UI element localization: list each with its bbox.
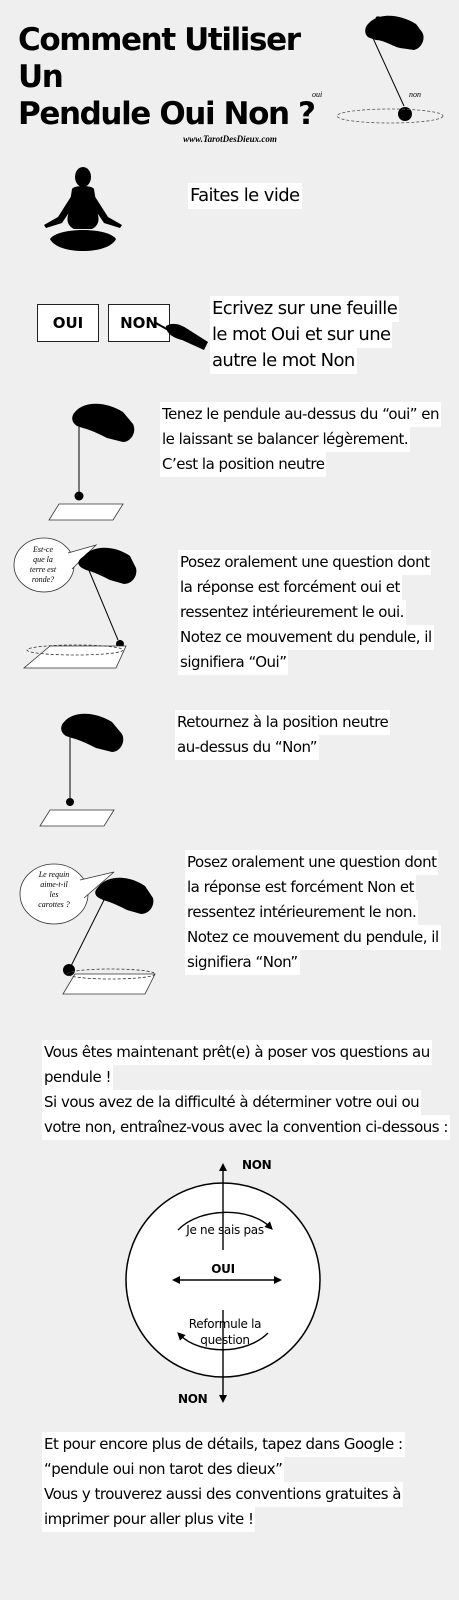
- writing-hand-icon: [152, 314, 212, 354]
- convention-top-label: NON: [242, 1158, 272, 1172]
- text-line: signifiera “Oui”: [178, 650, 288, 675]
- hand-icon: [72, 404, 134, 442]
- pendulum-label-oui: oui: [312, 90, 323, 99]
- card-oui: OUI: [37, 304, 99, 342]
- card-non: NON: [108, 304, 170, 342]
- text-line: pendule !: [42, 1065, 113, 1090]
- text-line: signifiera “Non”: [185, 950, 300, 975]
- site-url: www.TarotDesDieux.com: [183, 134, 277, 144]
- text-line: Si vous avez de la difficulté à déterminer votre oui ou: [42, 1090, 421, 1115]
- ready-text: [42, 1040, 450, 1140]
- text-line: “pendule oui non tarot des dieux”: [42, 1457, 284, 1482]
- title-line-2: Pendule Oui Non ?: [18, 96, 315, 132]
- text-line: la réponse est forcément oui et: [178, 575, 402, 600]
- convention-diagram: [120, 1155, 320, 1415]
- hand-icon: [78, 548, 136, 584]
- pendulum-label-non: non: [409, 90, 421, 99]
- text-line: au-dessus du “Non”: [175, 735, 319, 760]
- text-line: Notez ce mouvement du pendule, il: [178, 625, 434, 650]
- step-5-text: [175, 710, 390, 760]
- convention-rephrase-label: Reformule la question: [188, 1317, 262, 1347]
- text-line: ressentez intérieurement le non.: [185, 900, 418, 925]
- text-line: Vous êtes maintenant prêt(e) à poser vos questions au: [42, 1040, 432, 1065]
- step-2-text: [210, 296, 399, 374]
- text-line: C’est la position neutre: [160, 452, 326, 477]
- step-1-text: [188, 183, 302, 209]
- pendulum-oui-illustration: [20, 540, 145, 675]
- text-line: ressentez intérieurement le oui.: [178, 600, 406, 625]
- convention-center-label: OUI: [205, 1262, 241, 1276]
- page-title: [18, 22, 318, 133]
- text-line: Faites le vide: [188, 183, 302, 209]
- bubble-oui-question: Est-ce que la terre est ronde?: [29, 545, 57, 584]
- title-line-1: Comment Utiliser Un: [18, 22, 300, 95]
- step-4-text: [178, 550, 434, 675]
- text-line: Et pour encore plus de détails, tapez dans Google :: [42, 1432, 405, 1457]
- text-line: la réponse est forcément Non et: [185, 875, 416, 900]
- hand-icon: [61, 714, 123, 752]
- meditation-figure-icon: [38, 165, 128, 257]
- pendulum-neutral-non-illustration: [40, 710, 140, 830]
- text-line: le laissant se balancer légèrement.: [160, 427, 410, 452]
- text-line: Retournez à la position neutre: [175, 710, 390, 735]
- footer-text: [42, 1432, 405, 1532]
- text-line: autre le mot Non: [210, 348, 357, 374]
- text-line: votre non, entraînez-vous avec la convention ci-dessous :: [42, 1115, 450, 1140]
- text-line: Vous y trouverez aussi des conventions gratuites à: [42, 1482, 403, 1507]
- pendulum-non-illustration: [55, 870, 165, 1000]
- convention-bottom-label: NON: [178, 1392, 208, 1406]
- pendulum-neutral-illustration: [45, 400, 145, 525]
- text-line: imprimer pour aller plus vite !: [42, 1507, 255, 1532]
- text-line: Tenez le pendule au-dessus du “oui” en: [160, 402, 441, 427]
- header-pendulum-illustration: [330, 10, 450, 130]
- bubble-non-question: Le requin aime-t-il les carottes ?: [38, 870, 70, 909]
- text-line: Posez oralement une question dont: [185, 850, 438, 875]
- text-line: le mot Oui et sur une: [210, 322, 392, 348]
- step-6-text: [185, 850, 441, 975]
- text-line: Notez ce mouvement du pendule, il: [185, 925, 441, 950]
- step-3-text: [160, 402, 441, 477]
- hand-icon: [365, 16, 423, 50]
- convention-dont-know-label: Je ne sais pas: [186, 1223, 264, 1237]
- hand-icon: [95, 878, 153, 914]
- text-line: Posez oralement une question dont: [178, 550, 431, 575]
- text-line: Ecrivez sur une feuille: [210, 296, 399, 322]
